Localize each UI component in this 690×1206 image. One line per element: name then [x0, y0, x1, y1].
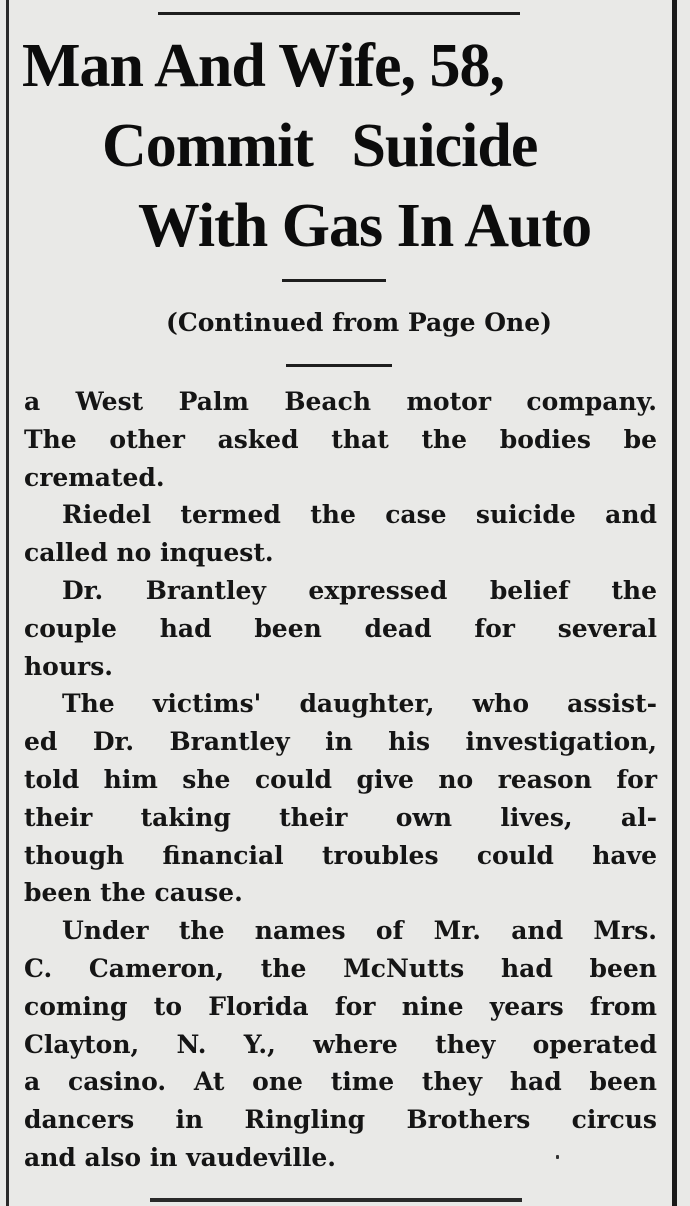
- body-line: Under the names of Mr. and Mrs.: [62, 916, 657, 946]
- ink-speck: [556, 1155, 559, 1159]
- body-line: a casino. At one time they had been: [24, 1067, 657, 1097]
- top-rule: [158, 12, 520, 15]
- body-line: a West Palm Beach motor company.: [24, 387, 657, 416]
- body-line: Riedel termed the case suicide and: [62, 500, 657, 530]
- bottom-rule: [150, 1198, 522, 1202]
- headline-line: Commit Suicide: [102, 112, 538, 180]
- body-line: The other asked that the bodies be: [24, 424, 657, 454]
- column-rule-right: [672, 0, 677, 1206]
- body-line: coming to Florida for nine years from: [24, 991, 657, 1021]
- body-line: C. Cameron, the McNutts had been: [24, 953, 657, 983]
- body-line: told him she could give no reason for: [24, 764, 657, 794]
- column-rule-left: [6, 0, 9, 1206]
- body-line: Dr. Brantley expressed belief the: [62, 575, 657, 605]
- headline: [18, 26, 668, 266]
- body-line: called no inquest.: [24, 538, 274, 568]
- body-line: and also in vaudeville.: [24, 1142, 336, 1172]
- continued-note: (Continued from Page One): [166, 308, 552, 337]
- body-line: Clayton, N. Y., where they operated: [24, 1029, 657, 1059]
- body-line: couple had been dead for several: [24, 613, 657, 643]
- body-line: dancers in Ringling Brothers circus: [24, 1105, 657, 1135]
- body-line: The victims' daughter, who assist-: [62, 689, 657, 719]
- headline-dash-rule: [282, 279, 386, 282]
- body-line: hours.: [24, 651, 113, 681]
- body-line: their taking their own lives, al-: [24, 802, 657, 832]
- article-body: [24, 383, 657, 1177]
- body-line: though financial troubles could have: [24, 840, 657, 870]
- body-line: cremated.: [24, 462, 165, 492]
- body-line: ed Dr. Brantley in his investigation,: [24, 727, 657, 757]
- body-line: been the cause.: [24, 878, 243, 908]
- section-dash-rule: [286, 364, 392, 367]
- headline-line: Man And Wife, 58,: [22, 32, 504, 100]
- headline-line: With Gas In Auto: [138, 192, 592, 260]
